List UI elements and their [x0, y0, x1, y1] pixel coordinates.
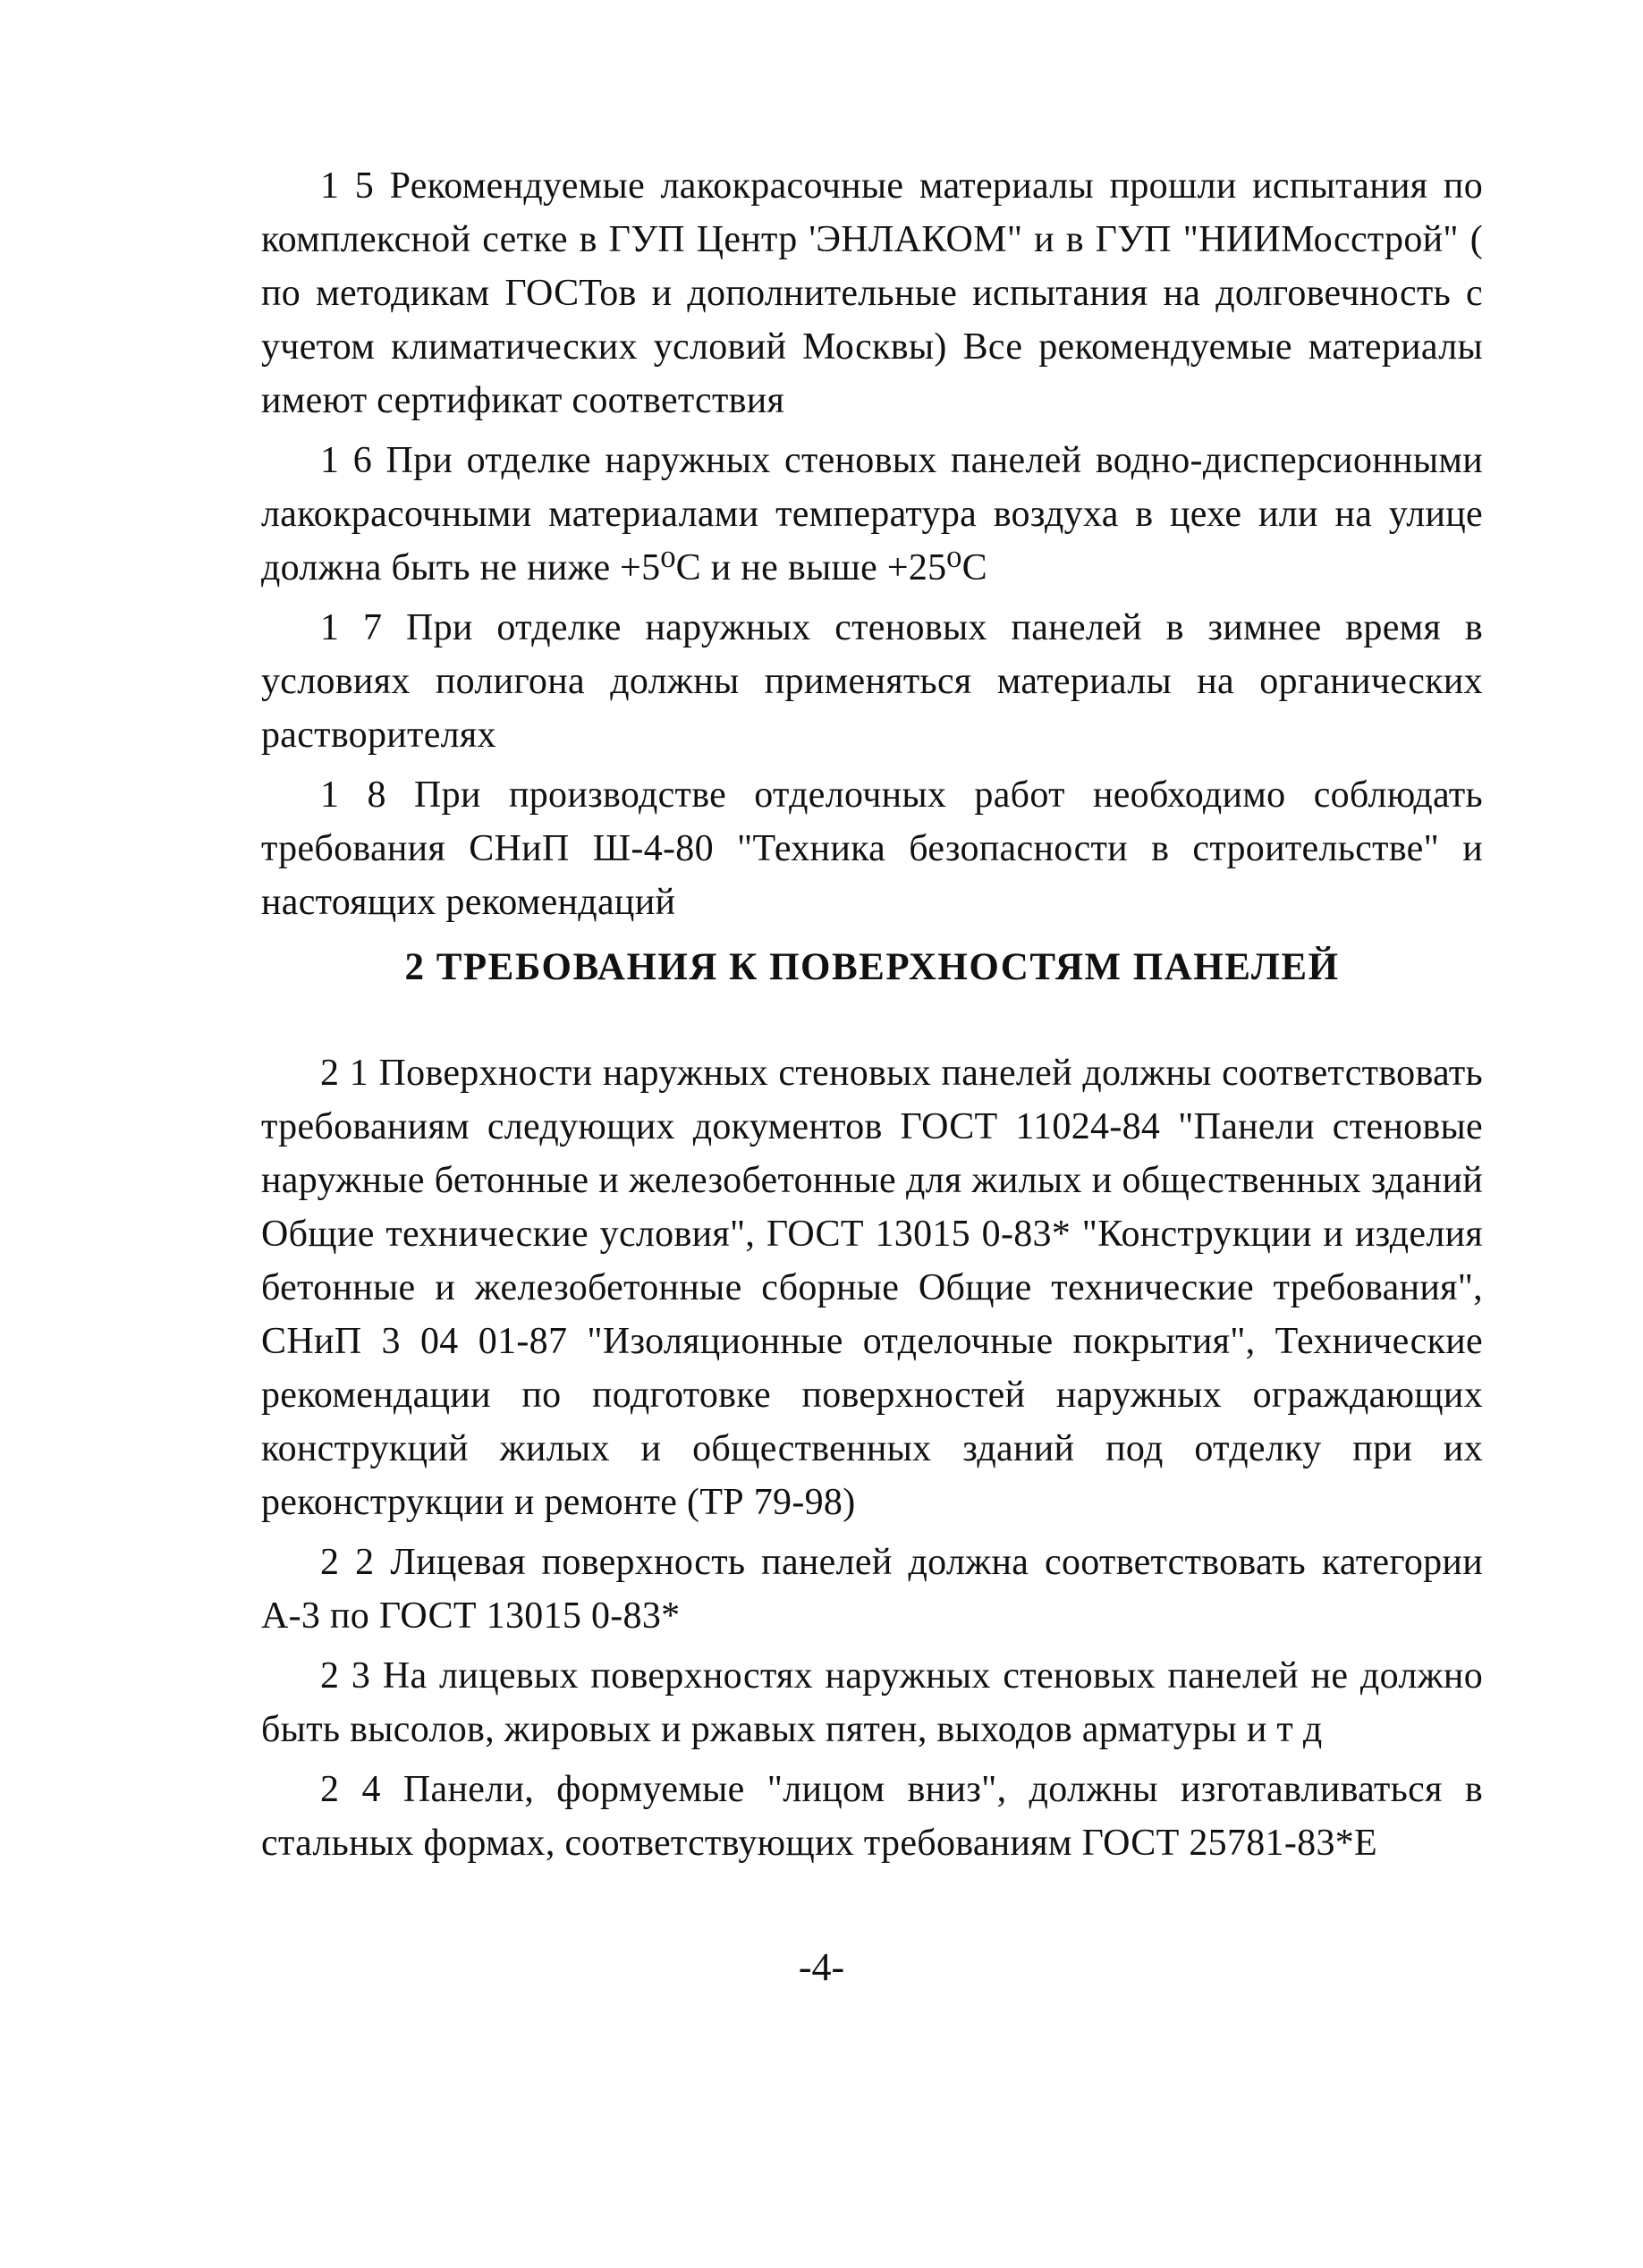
paragraph-1-8: 1 8 При производстве отделочных работ необходимо соблюдать требования СНиП Ш-4-80 "Техника безопасности в строительстве" и настоящих рекомендаций [261, 774, 1483, 923]
page-number: -4- [798, 1945, 845, 1989]
paragraph-1-7: 1 7 При отделке наружных стеновых панелей в зимнее время в условиях полигона должны применяться материалы на органических растворителях [261, 607, 1483, 756]
paragraph-2-3: 2 3 На лицевых поверхностях наружных стеновых панелей не должно быть высолов, жировых и ржавых пятен, выходов арматуры и т д [261, 1655, 1483, 1750]
section-2-body [261, 1046, 1483, 1876]
paragraph-2-4: 2 4 Панели, формуемые "лицом вниз", должны изготавливаться в стальных формах, соответствующих требованиям ГОСТ 25781-83*Е [261, 1769, 1483, 1864]
paragraph-2-2: 2 2 Лицевая поверхность панелей должна соответствовать категории А-3 по ГОСТ 13015 0-83* [261, 1542, 1483, 1637]
paragraph-1-6: 1 6 При отделке наружных стеновых панелей водно-дисперсионными лакокрасочными материалами температура воздуха в цехе или на улице должна быть не ниже +5⁰С и не выше +25⁰С [261, 440, 1483, 588]
section-1-body [261, 159, 1483, 935]
paragraph-1-5: 1 5 Рекомендуемые лакокрасочные материалы прошли испытания по комплексной сетке в ГУП Центр 'ЭНЛАКОМ" и в ГУП "НИИМосстрой" ( по методикам ГОСТов и дополнительные испытания на долговечность с учетом климатических условий Москвы) Все рекомендуемые материалы имеют сертификат соответствия [261, 165, 1483, 421]
section-2-heading: 2 ТРЕБОВАНИЯ К ПОВЕРХНОСТЯМ ПАНЕЛЕЙ [404, 946, 1340, 988]
paragraph-2-1: 2 1 Поверхности наружных стеновых панелей должны соответствовать требованиям следующих документов ГОСТ 11024-84 "Панели стеновые наружные бетонные и железобетонные для жилых и общественных зданий Общие технические условия", ГОСТ 13015 0-83* "Конструкции и изделия бетонные и железобетонные сборные Общие технические требования", СНиП 3 04 01-87 "Изоляционные отделочные покрытия", Технические рекомендации по подготовке поверхностей наружных ограждающих конструкций жилых и общественных зданий под отделку при их реконструкции и ремонте (ТР 79-98) [261, 1053, 1483, 1523]
